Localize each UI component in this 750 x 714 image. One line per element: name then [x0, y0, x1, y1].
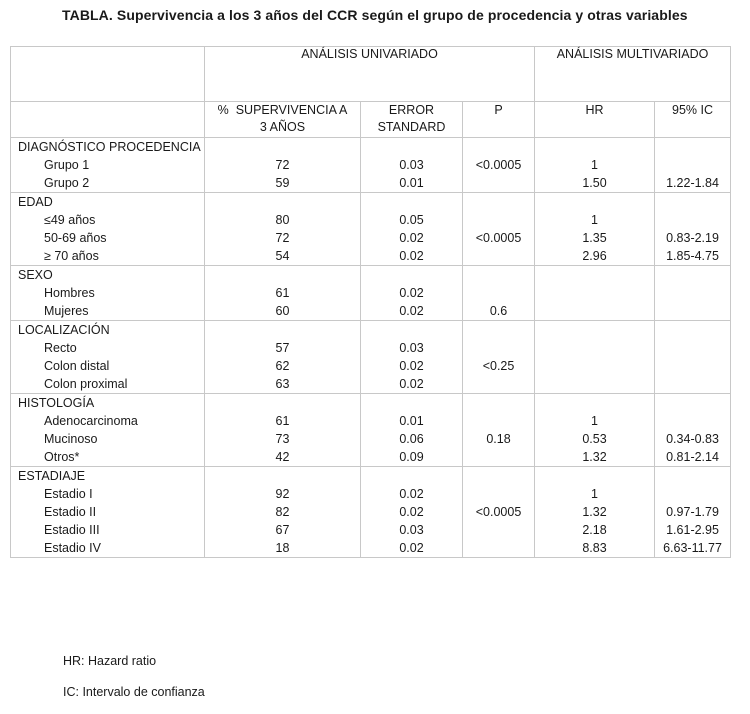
- row-label: 50-69 años: [44, 231, 107, 245]
- p-value: <0.0005: [475, 231, 522, 245]
- hr-value-cell: [535, 394, 655, 467]
- error-header: [361, 102, 463, 138]
- ci-value: 0.83-2.19: [666, 231, 719, 245]
- error-value-cell: [361, 467, 463, 558]
- survival-header-line-1: % SUPERVIVENCIA A: [217, 103, 348, 117]
- group-label-cell: [11, 193, 205, 266]
- survival-value: 42: [275, 450, 290, 464]
- p-value: 0.18: [486, 432, 511, 446]
- table-title: TABLA. Supervivencia a los 3 años del CCR según el grupo de procedencia y otras variables: [62, 7, 688, 23]
- ci-value: [655, 211, 730, 229]
- ci-value: 0.34-0.83: [666, 432, 719, 446]
- survival-value: 72: [275, 158, 290, 172]
- error-header-line-2: STANDARD: [377, 120, 446, 134]
- survival-value: 62: [275, 359, 290, 373]
- group-spacer: [463, 266, 534, 284]
- error-value: 0.03: [399, 523, 424, 537]
- row-label: Estadio IV: [44, 541, 101, 555]
- row-label: Colon proximal: [44, 377, 128, 391]
- group-spacer: [535, 193, 654, 211]
- ci-value-cell: [655, 467, 731, 558]
- group-name: HISTOLOGÍA: [18, 396, 95, 410]
- group-spacer: [535, 321, 654, 339]
- survival-value: 73: [275, 432, 290, 446]
- ci-value: [655, 375, 730, 393]
- error-value: 0.02: [399, 377, 424, 391]
- error-value: 0.02: [399, 231, 424, 245]
- row-label: ≤49 años: [44, 213, 96, 227]
- ci-value: [655, 357, 730, 375]
- hr-value: 1.32: [582, 450, 607, 464]
- survival-value: 61: [275, 286, 290, 300]
- group-name: EDAD: [18, 195, 53, 209]
- hr-value: 1: [591, 213, 598, 227]
- ci-value-cell: [655, 138, 731, 193]
- survival-value: 63: [275, 377, 290, 391]
- row-label: Adenocarcinoma: [44, 414, 138, 428]
- error-value: 0.02: [399, 505, 424, 519]
- group-spacer: [205, 394, 360, 412]
- survival-value: 59: [275, 176, 290, 190]
- header-row-columns: [11, 102, 731, 138]
- ci-value: 1.22-1.84: [666, 176, 719, 190]
- survival-header: [205, 102, 361, 138]
- hr-value: 1.32: [582, 505, 607, 519]
- group-name: LOCALIZACIÓN: [18, 323, 110, 337]
- row-label: Colon distal: [44, 359, 110, 373]
- ci-value-cell: [655, 394, 731, 467]
- group-name: SEXO: [18, 268, 53, 282]
- group-spacer: [361, 321, 462, 339]
- ci-value: 1.61-2.95: [666, 523, 719, 537]
- row-label: Grupo 2: [44, 176, 90, 190]
- survival-value: 72: [275, 231, 290, 245]
- hr-value: 1.50: [582, 176, 607, 190]
- group-spacer: [655, 266, 730, 284]
- survival-value-cell: [205, 138, 361, 193]
- row-label: Estadio III: [44, 523, 100, 537]
- survival-value-cell: [205, 321, 361, 394]
- group-spacer: [535, 266, 654, 284]
- group-name: DIAGNÓSTICO PROCEDENCIA: [18, 140, 201, 154]
- group-spacer: [361, 138, 462, 156]
- error-value: 0.02: [399, 487, 424, 501]
- p-value: [463, 539, 534, 557]
- error-value: 0.01: [399, 176, 424, 190]
- group-label-cell: [11, 321, 205, 394]
- p-value-cell: [463, 394, 535, 467]
- group-spacer: [535, 138, 654, 156]
- group-row: [11, 193, 731, 266]
- survival-value: 92: [275, 487, 290, 501]
- ci-value: [655, 156, 730, 174]
- ci-value: 1.85-4.75: [666, 249, 719, 263]
- survival-value-cell: [205, 394, 361, 467]
- p-value: <0.25: [482, 359, 515, 373]
- ci-value: [655, 412, 730, 430]
- hr-value: 1: [591, 487, 598, 501]
- hr-value: 1: [591, 158, 598, 172]
- group-spacer: [463, 394, 534, 412]
- survival-value-cell: [205, 467, 361, 558]
- hr-value-cell: [535, 266, 655, 321]
- group-spacer: [535, 394, 654, 412]
- group-spacer: [655, 193, 730, 211]
- survival-value: 67: [275, 523, 290, 537]
- p-value: <0.0005: [475, 505, 522, 519]
- hr-value-cell: [535, 193, 655, 266]
- p-value: [463, 412, 534, 430]
- ci-value-cell: [655, 266, 731, 321]
- survival-value: 54: [275, 249, 290, 263]
- header-empty-cell: [11, 47, 205, 102]
- group-label-cell: [11, 394, 205, 467]
- error-value: 0.03: [399, 341, 424, 355]
- group-spacer: [205, 321, 360, 339]
- ci-value: [655, 485, 730, 503]
- group-label-cell: [11, 266, 205, 321]
- group-spacer: [205, 138, 360, 156]
- group-spacer: [655, 394, 730, 412]
- footnote-ic: IC: Intervalo de confianza: [63, 685, 205, 699]
- error-value: 0.05: [399, 213, 424, 227]
- group-spacer: [655, 467, 730, 485]
- group-spacer: [361, 266, 462, 284]
- ci-value-cell: [655, 193, 731, 266]
- row-label: ≥ 70 años: [44, 249, 99, 263]
- error-value-cell: [361, 321, 463, 394]
- ci-value: 0.97-1.79: [666, 505, 719, 519]
- p-value-cell: [463, 138, 535, 193]
- group-label-cell: [11, 467, 205, 558]
- multivariate-header: ANÁLISIS MULTIVARIADO: [535, 47, 731, 102]
- ci-value: [655, 339, 730, 357]
- error-value: 0.01: [399, 414, 424, 428]
- p-value: [463, 521, 534, 539]
- group-spacer: [463, 138, 534, 156]
- group-row: [11, 467, 731, 558]
- survival-value: 18: [275, 541, 290, 555]
- p-value: [463, 339, 534, 357]
- ci-value: 6.63-11.77: [663, 541, 722, 555]
- hr-value: [535, 339, 654, 357]
- group-row: [11, 321, 731, 394]
- ci-value: [655, 302, 730, 320]
- ci-value: [655, 284, 730, 302]
- p-value: <0.0005: [475, 158, 522, 172]
- group-spacer: [205, 467, 360, 485]
- p-value: [463, 247, 534, 265]
- p-value: [463, 284, 534, 302]
- group-spacer: [463, 467, 534, 485]
- group-spacer: [361, 193, 462, 211]
- group-spacer: [535, 467, 654, 485]
- group-spacer: [361, 467, 462, 485]
- p-value: 0.6: [489, 304, 508, 318]
- row-label: Hombres: [44, 286, 95, 300]
- survival-value-cell: [205, 266, 361, 321]
- survival-value: 82: [275, 505, 290, 519]
- group-row: [11, 394, 731, 467]
- row-label: Mucinoso: [44, 432, 98, 446]
- error-value: 0.02: [399, 304, 424, 318]
- error-value: 0.02: [399, 286, 424, 300]
- p-header: P: [463, 102, 535, 138]
- p-value-cell: [463, 193, 535, 266]
- group-spacer: [463, 193, 534, 211]
- error-value: 0.02: [399, 359, 424, 373]
- univariate-header: ANÁLISIS UNIVARIADO: [205, 47, 535, 102]
- p-value-cell: [463, 467, 535, 558]
- hr-value: 2.96: [582, 249, 607, 263]
- hr-value: [535, 357, 654, 375]
- p-value: [463, 174, 534, 192]
- ci-value: 0.81-2.14: [666, 450, 719, 464]
- error-value: 0.09: [399, 450, 424, 464]
- group-label-cell: [11, 138, 205, 193]
- p-value: [463, 211, 534, 229]
- error-value: 0.06: [399, 432, 424, 446]
- row-label: Grupo 1: [44, 158, 90, 172]
- error-value: 0.03: [399, 158, 424, 172]
- p-value-cell: [463, 266, 535, 321]
- p-value: [463, 375, 534, 393]
- error-value-cell: [361, 394, 463, 467]
- survival-header-line-2: 3 AÑOS: [259, 120, 306, 134]
- header-label-cell: [11, 102, 205, 138]
- survival-value: 60: [275, 304, 290, 318]
- hr-value: 2.18: [582, 523, 607, 537]
- hr-value: [535, 375, 654, 393]
- survival-value: 61: [275, 414, 290, 428]
- group-spacer: [655, 138, 730, 156]
- hr-value-cell: [535, 321, 655, 394]
- hr-value: 1.35: [582, 231, 607, 245]
- hr-value: 8.83: [582, 541, 607, 555]
- hr-value: [535, 302, 654, 320]
- hr-header: HR: [535, 102, 655, 138]
- p-value: [463, 448, 534, 466]
- error-value-cell: [361, 138, 463, 193]
- row-label: Estadio I: [44, 487, 93, 501]
- error-header-line-1: ERROR: [388, 103, 435, 117]
- header-row-top: [11, 47, 731, 102]
- survival-value: 80: [275, 213, 290, 227]
- row-label: Otros*: [44, 450, 80, 464]
- survival-table: [10, 46, 731, 558]
- ci-value-cell: [655, 321, 731, 394]
- group-spacer: [205, 266, 360, 284]
- survival-value-cell: [205, 193, 361, 266]
- group-row: [11, 266, 731, 321]
- footnote-hr: HR: Hazard ratio: [63, 654, 157, 668]
- hr-value-cell: [535, 138, 655, 193]
- p-value: [463, 485, 534, 503]
- hr-value: [535, 284, 654, 302]
- group-spacer: [361, 394, 462, 412]
- group-spacer: [463, 321, 534, 339]
- ci-header: 95% IC: [655, 102, 731, 138]
- error-value: 0.02: [399, 541, 424, 555]
- row-label: Recto: [44, 341, 77, 355]
- row-label: Estadio II: [44, 505, 97, 519]
- group-spacer: [205, 193, 360, 211]
- group-spacer: [655, 321, 730, 339]
- error-value: 0.02: [399, 249, 424, 263]
- hr-value: 1: [591, 414, 598, 428]
- error-value-cell: [361, 266, 463, 321]
- group-name: ESTADIAJE: [18, 469, 86, 483]
- p-value-cell: [463, 321, 535, 394]
- survival-value: 57: [275, 341, 290, 355]
- hr-value: 0.53: [582, 432, 607, 446]
- group-row: [11, 138, 731, 193]
- hr-value-cell: [535, 467, 655, 558]
- error-value-cell: [361, 193, 463, 266]
- row-label: Mujeres: [44, 304, 89, 318]
